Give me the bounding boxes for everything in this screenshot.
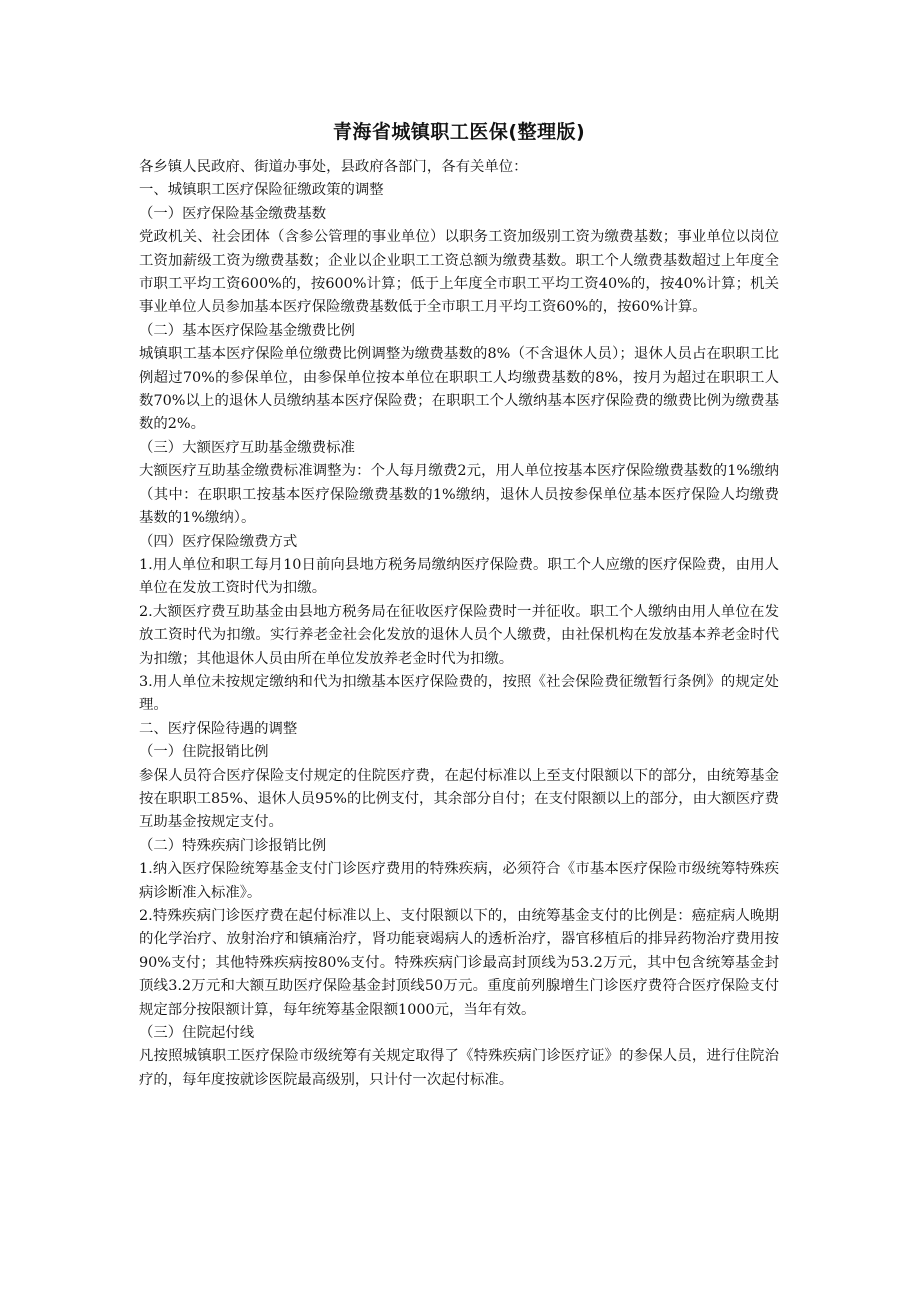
subsection-heading: （一）住院报销比例 (139, 744, 269, 761)
subsection-heading: （三）大额医疗互助基金缴费标准 (139, 439, 355, 456)
document-title: 青海省城镇职工医保(整理版) (332, 121, 586, 143)
subsection-heading: （四）医疗保险缴费方式 (139, 533, 298, 550)
subsection-heading: （二）特殊疾病门诊报销比例 (139, 837, 327, 854)
body-paragraph: 大额医疗互助基金缴费标准调整为：个人每月缴费2元，用人单位按基本医疗保险缴费基数的1%缴纳（其中：在职职工按基本医疗保险缴费基数的1%缴纳，退休人员按参保单位基本医疗保险人均缴费基数的1%缴纳）。 (139, 463, 779, 527)
body-paragraph: 城镇职工基本医疗保险单位缴费比例调整为缴费基数的8%（不含退休人员）；退休人员占在职职工比例超过70%的参保单位，由参保单位按本单位在职职工人均缴费基数的8%，按月为超过在职职工人数70%以上的退休人员缴纳基本医疗保险费；在职职工个人缴纳基本医疗保险费的缴费比例为缴费基数的2%。 (139, 346, 779, 433)
list-item-paragraph: 2.大额医疗费互助基金由县地方税务局在征收医疗保险费时一并征收。职工个人缴纳由用人单位在发放工资时代为扣缴。实行养老金社会化发放的退休人员个人缴费，由社保机构在发放基本养老金时代为扣缴；其他退休人员由所在单位发放养老金时代为扣缴。 (139, 603, 779, 667)
list-item-paragraph: 1.用人单位和职工每月10日前向县地方税务局缴纳医疗保险费。职工个人应缴的医疗保险费，由用人单位在发放工资时代为扣缴。 (139, 556, 779, 597)
list-item-paragraph: 2.特殊疾病门诊医疗费在起付标准以上、支付限额以下的，由统筹基金支付的比例是：癌症病人晚期的化学治疗、放射治疗和镇痛治疗，肾功能衰竭病人的透析治疗，器官移植后的排异药物治疗费用按90%支付；其他特殊疾病按80%支付。特殊疾病门诊最高封顶线为53.2万元，其中包含统筹基金封顶线3.2万元和大额互助医疗保险基金封顶线50万元。重度前列腺增生门诊医疗费符合医疗保险支付规定部分按限额计算，每年统筹基金限额1000元，当年有效。 (139, 908, 779, 1018)
document-body (139, 156, 779, 1092)
section-heading: 二、医疗保险待遇的调整 (139, 720, 298, 737)
subsection-heading: （三）住院起付线 (139, 1025, 255, 1042)
list-item-paragraph: 1.纳入医疗保险统筹基金支付门诊医疗费用的特殊疾病，必须符合《市基本医疗保险市级统筹特殊疾病诊断准入标准》。 (139, 861, 779, 901)
subsection-heading: （二）基本医疗保险基金缴费比例 (139, 322, 355, 339)
list-item-paragraph: 3.用人单位未按规定缴纳和代为扣缴基本医疗保险费的，按照《社会保险费征缴暂行条例》的规定处理。 (139, 673, 779, 714)
document-page (139, 118, 779, 1092)
subsection-heading: （一）医疗保险基金缴费基数 (139, 205, 327, 222)
body-paragraph: 党政机关、社会团体（含参公管理的事业单位）以职务工资加级别工资为缴费基数；事业单位以岗位工资加薪级工资为缴费基数；企业以企业职工工资总额为缴费基数。职工个人缴费基数超过上年度全市职工平均工资600%的，按600%计算；低于上年度全市职工平均工资40%的，按40%计算；机关事业单位人员参加基本医疗保险缴费基数低于全市职工月平均工资60%的，按60%计算。 (139, 229, 779, 316)
body-paragraph: 凡按照城镇职工医疗保险市级统筹有关规定取得了《特殊疾病门诊医疗证》的参保人员，进行住院治疗的，每年度按就诊医院最高级别，只计付一次起付标准。 (139, 1048, 779, 1088)
section-heading: 一、城镇职工医疗保险征缴政策的调整 (139, 182, 384, 199)
salutation-paragraph: 各乡镇人民政府、街道办事处，县政府各部门，各有关单位： (139, 159, 528, 175)
body-paragraph: 参保人员符合医疗保险支付规定的住院医疗费，在起付标准以上至支付限额以下的部分，由统筹基金按在职职工85%、退休人员95%的比例支付，其余部分自付；在支付限额以上的部分，由大额医疗费互助基金按规定支付。 (139, 767, 779, 831)
